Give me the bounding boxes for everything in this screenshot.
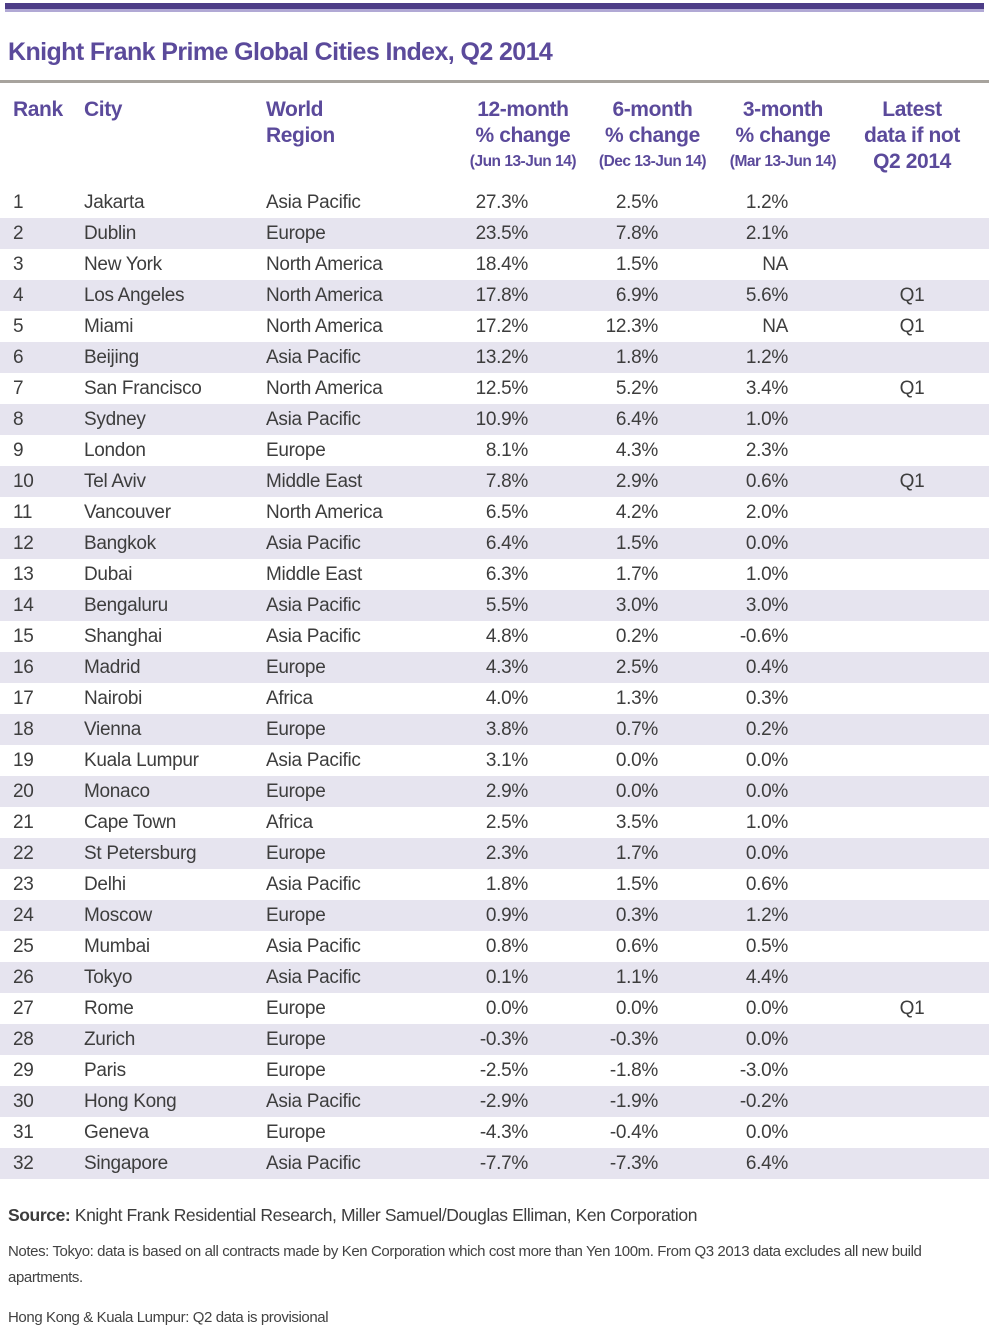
change-6-month-cell: 1.7% xyxy=(615,564,658,585)
title-divider xyxy=(0,80,989,83)
change-6-month-cell: 2.9% xyxy=(615,471,658,492)
city-cell: Rome xyxy=(84,998,134,1019)
latest-data-cell xyxy=(818,807,981,838)
change-6-month-cell: 5.2% xyxy=(615,378,658,399)
change-3-month-cell: 6.4% xyxy=(745,1153,788,1174)
change-12-month-cell: 4.8% xyxy=(485,626,528,647)
change-12-month-cell: 0.0% xyxy=(485,998,528,1019)
change-3-month-cell: 1.0% xyxy=(745,812,788,833)
header-6-month-line2: % change xyxy=(605,124,700,147)
change-3-month-cell: 0.0% xyxy=(745,533,788,554)
latest-data-cell xyxy=(818,342,981,373)
table-row xyxy=(0,869,989,900)
latest-data-cell xyxy=(818,1086,981,1117)
header-12-month-period: (Jun 13-Jun 14) xyxy=(469,153,576,170)
city-cell: Delhi xyxy=(84,874,126,895)
rank-cell: 26 xyxy=(13,967,34,988)
world-region-cell: North America xyxy=(266,316,383,337)
rank-cell: 15 xyxy=(13,626,34,647)
world-region-cell: North America xyxy=(266,378,383,399)
table-row xyxy=(0,962,989,993)
rank-cell: 9 xyxy=(13,440,24,461)
city-cell: Dubai xyxy=(84,564,133,585)
rank-cell: 6 xyxy=(13,347,24,368)
change-3-month-cell: 0.6% xyxy=(745,471,788,492)
rank-cell: 12 xyxy=(13,533,34,554)
world-region-cell: North America xyxy=(266,502,383,523)
change-3-month-cell: -3.0% xyxy=(739,1060,788,1081)
change-3-month-cell: 2.1% xyxy=(745,223,788,244)
rank-cell: 20 xyxy=(13,781,34,802)
change-3-month-cell: 1.2% xyxy=(745,347,788,368)
latest-data-cell: Q1 xyxy=(899,378,925,399)
change-3-month-cell: NA xyxy=(762,316,788,337)
change-6-month-cell: 2.5% xyxy=(615,657,658,678)
table-row xyxy=(0,900,989,931)
change-3-month-cell: 0.6% xyxy=(745,874,788,895)
city-cell: Cape Town xyxy=(84,812,177,833)
table-row xyxy=(0,435,989,466)
brand-top-bar xyxy=(5,3,984,12)
change-3-month-cell: 0.0% xyxy=(745,998,788,1019)
table-row xyxy=(0,745,989,776)
latest-data-cell xyxy=(818,559,981,590)
latest-data-cell: Q1 xyxy=(899,471,925,492)
city-cell: Dublin xyxy=(84,223,137,244)
table-row xyxy=(0,373,989,404)
world-region-cell: Europe xyxy=(266,657,326,678)
latest-data-cell xyxy=(818,497,981,528)
table-row xyxy=(0,218,989,249)
table-row xyxy=(0,652,989,683)
column-header-6-month xyxy=(558,97,706,175)
latest-data-cell xyxy=(818,621,981,652)
rank-cell: 23 xyxy=(13,874,34,895)
change-3-month-cell: 0.2% xyxy=(745,719,788,740)
rank-cell: 28 xyxy=(13,1029,34,1050)
change-6-month-cell: 3.0% xyxy=(615,595,658,616)
column-header-12-month xyxy=(432,97,576,175)
world-region-cell: Asia Pacific xyxy=(266,967,361,988)
change-3-month-cell: 1.0% xyxy=(745,409,788,430)
city-cell: Vancouver xyxy=(84,502,171,523)
column-header-world-region-text: World Region xyxy=(266,98,335,147)
table-row xyxy=(0,497,989,528)
change-3-month-cell: NA xyxy=(762,254,788,275)
table-row xyxy=(0,838,989,869)
city-cell: Los Angeles xyxy=(84,285,185,306)
change-6-month-cell: 0.0% xyxy=(615,750,658,771)
city-cell: Paris xyxy=(84,1060,126,1081)
city-cell: Mumbai xyxy=(84,936,150,957)
change-6-month-cell: 3.5% xyxy=(615,812,658,833)
change-12-month-cell: 10.9% xyxy=(475,409,528,430)
world-region-cell: Europe xyxy=(266,1122,326,1143)
world-region-cell: Asia Pacific xyxy=(266,874,361,895)
change-6-month-cell: 1.5% xyxy=(615,533,658,554)
change-6-month-cell: 2.5% xyxy=(615,192,658,213)
world-region-cell: North America xyxy=(266,285,383,306)
world-region-cell: Asia Pacific xyxy=(266,626,361,647)
change-12-month-cell: 2.5% xyxy=(485,812,528,833)
change-6-month-cell: 6.4% xyxy=(615,409,658,430)
rank-cell: 4 xyxy=(13,285,24,306)
latest-data-cell xyxy=(818,900,981,931)
change-6-month-cell: -1.9% xyxy=(609,1091,658,1112)
rank-cell: 32 xyxy=(13,1153,34,1174)
header-latest-line3: Q2 2014 xyxy=(873,150,951,173)
table-row xyxy=(0,993,989,1024)
rank-cell: 8 xyxy=(13,409,24,430)
change-3-month-cell: 4.4% xyxy=(745,967,788,988)
change-12-month-cell: 7.8% xyxy=(485,471,528,492)
page-title: Knight Frank Prime Global Cities Index, Q2 2014 xyxy=(8,38,553,66)
table-row xyxy=(0,466,989,497)
world-region-cell: Middle East xyxy=(266,471,362,492)
source-label: Source: xyxy=(8,1205,71,1225)
change-6-month-cell: 1.5% xyxy=(615,874,658,895)
change-3-month-cell: 1.2% xyxy=(745,192,788,213)
change-12-month-cell: 5.5% xyxy=(485,595,528,616)
city-cell: San Francisco xyxy=(84,378,202,399)
change-12-month-cell: 3.8% xyxy=(485,719,528,740)
change-3-month-cell: 1.2% xyxy=(745,905,788,926)
header-12-month-line1: 12-month xyxy=(477,98,569,121)
table-row xyxy=(0,187,989,218)
world-region-cell: Africa xyxy=(266,812,313,833)
table-row xyxy=(0,404,989,435)
world-region-cell: Europe xyxy=(266,998,326,1019)
table-row xyxy=(0,1148,989,1179)
rank-cell: 21 xyxy=(13,812,34,833)
change-3-month-cell: -0.2% xyxy=(739,1091,788,1112)
city-cell: Geneva xyxy=(84,1122,149,1143)
latest-data-cell xyxy=(818,931,981,962)
change-6-month-cell: 0.0% xyxy=(615,781,658,802)
table-row xyxy=(0,683,989,714)
city-cell: Hong Kong xyxy=(84,1091,177,1112)
latest-data-cell xyxy=(818,528,981,559)
latest-data-cell xyxy=(818,962,981,993)
change-6-month-cell: 1.7% xyxy=(615,843,658,864)
change-3-month-cell: 0.3% xyxy=(745,688,788,709)
world-region-cell: Asia Pacific xyxy=(266,1153,361,1174)
city-cell: Beijing xyxy=(84,347,139,368)
change-12-month-cell: 4.3% xyxy=(485,657,528,678)
rank-cell: 1 xyxy=(13,192,24,213)
table-row xyxy=(0,280,989,311)
latest-data-cell xyxy=(818,1055,981,1086)
change-6-month-cell: 0.0% xyxy=(615,998,658,1019)
change-6-month-cell: 4.2% xyxy=(615,502,658,523)
latest-data-cell xyxy=(818,838,981,869)
change-3-month-cell: 0.0% xyxy=(745,750,788,771)
change-6-month-cell: 1.5% xyxy=(615,254,658,275)
table-row xyxy=(0,249,989,280)
change-12-month-cell: 12.5% xyxy=(475,378,528,399)
world-region-cell: Asia Pacific xyxy=(266,409,361,430)
change-6-month-cell: 12.3% xyxy=(605,316,658,337)
notes-line-1: Notes: Tokyo: data is based on all contracts made by Ken Corporation which cost more than Yen 100m. From Q3 2013 data excludes all new build apartments. xyxy=(8,1243,922,1286)
source-text: Knight Frank Residential Research, Miller Samuel/Douglas Elliman, Ken Corporation xyxy=(70,1205,698,1225)
change-3-month-cell: 3.0% xyxy=(745,595,788,616)
world-region-cell: Europe xyxy=(266,1029,326,1050)
city-cell: Moscow xyxy=(84,905,152,926)
latest-data-cell xyxy=(818,435,981,466)
world-region-cell: Middle East xyxy=(266,564,362,585)
change-12-month-cell: 0.1% xyxy=(485,967,528,988)
latest-data-cell xyxy=(818,1024,981,1055)
change-12-month-cell: 13.2% xyxy=(475,347,528,368)
world-region-cell: Asia Pacific xyxy=(266,192,361,213)
change-6-month-cell: -0.4% xyxy=(609,1122,658,1143)
world-region-cell: Asia Pacific xyxy=(266,936,361,957)
change-6-month-cell: -1.8% xyxy=(609,1060,658,1081)
change-12-month-cell: 17.8% xyxy=(475,285,528,306)
change-6-month-cell: 0.6% xyxy=(615,936,658,957)
header-12-month-line2: % change xyxy=(475,124,571,147)
change-6-month-cell: 0.7% xyxy=(615,719,658,740)
city-cell: Madrid xyxy=(84,657,141,678)
change-3-month-cell: 0.5% xyxy=(745,936,788,957)
change-12-month-cell: 17.2% xyxy=(475,316,528,337)
table-row xyxy=(0,1024,989,1055)
table-row xyxy=(0,1086,989,1117)
city-cell: Kuala Lumpur xyxy=(84,750,199,771)
change-6-month-cell: 0.3% xyxy=(615,905,658,926)
rank-cell: 14 xyxy=(13,595,34,616)
change-3-month-cell: 0.4% xyxy=(745,657,788,678)
column-header-world-region xyxy=(266,97,432,175)
world-region-cell: Asia Pacific xyxy=(266,533,361,554)
change-12-month-cell: 6.3% xyxy=(485,564,528,585)
city-cell: Nairobi xyxy=(84,688,143,709)
header-3-month-period: (Mar 13-Jun 14) xyxy=(729,153,836,170)
rank-cell: 13 xyxy=(13,564,34,585)
change-6-month-cell: -0.3% xyxy=(609,1029,658,1050)
table-body xyxy=(0,187,989,1179)
notes-line-2: Hong Kong & Kuala Lumpur: Q2 data is provisional xyxy=(8,1309,329,1326)
change-3-month-cell: 5.6% xyxy=(745,285,788,306)
table-row xyxy=(0,807,989,838)
change-6-month-cell: -7.3% xyxy=(609,1153,658,1174)
world-region-cell: Asia Pacific xyxy=(266,595,361,616)
change-12-month-cell: -2.5% xyxy=(479,1060,528,1081)
change-6-month-cell: 6.9% xyxy=(615,285,658,306)
change-6-month-cell: 1.1% xyxy=(615,967,658,988)
latest-data-cell: Q1 xyxy=(899,285,925,306)
table-row xyxy=(0,342,989,373)
city-cell: Monaco xyxy=(84,781,150,802)
source-line xyxy=(8,1205,981,1226)
change-3-month-cell: 2.0% xyxy=(745,502,788,523)
header-latest-line2: data if not xyxy=(864,124,960,147)
city-cell: Tel Aviv xyxy=(84,471,146,492)
header-3-month-line2: % change xyxy=(735,124,831,147)
latest-data-cell xyxy=(818,776,981,807)
rank-cell: 27 xyxy=(13,998,34,1019)
latest-data-cell xyxy=(818,745,981,776)
change-12-month-cell: 1.8% xyxy=(485,874,528,895)
table-row xyxy=(0,621,989,652)
city-cell: Miami xyxy=(84,316,134,337)
change-12-month-cell: 6.4% xyxy=(485,533,528,554)
world-region-cell: Europe xyxy=(266,440,326,461)
rank-cell: 18 xyxy=(13,719,34,740)
latest-data-cell xyxy=(818,683,981,714)
change-12-month-cell: 27.3% xyxy=(475,192,528,213)
rank-cell: 16 xyxy=(13,657,34,678)
change-12-month-cell: -4.3% xyxy=(479,1122,528,1143)
table-row xyxy=(0,590,989,621)
rank-cell: 3 xyxy=(13,254,24,275)
change-12-month-cell: -7.7% xyxy=(479,1153,528,1174)
city-cell: Jakarta xyxy=(84,192,145,213)
change-6-month-cell: 1.8% xyxy=(615,347,658,368)
change-6-month-cell: 1.3% xyxy=(615,688,658,709)
world-region-cell: Europe xyxy=(266,781,326,802)
rank-cell: 5 xyxy=(13,316,24,337)
column-header-city: City xyxy=(84,98,123,121)
rank-cell: 25 xyxy=(13,936,34,957)
rank-cell: 24 xyxy=(13,905,34,926)
world-region-cell: Europe xyxy=(266,905,326,926)
latest-data-cell: Q1 xyxy=(899,316,925,337)
column-header-3-month xyxy=(688,97,836,175)
city-cell: Bangkok xyxy=(84,533,156,554)
table-row xyxy=(0,528,989,559)
rank-cell: 30 xyxy=(13,1091,34,1112)
rank-cell: 2 xyxy=(13,223,24,244)
change-12-month-cell: -0.3% xyxy=(479,1029,528,1050)
change-12-month-cell: 6.5% xyxy=(485,502,528,523)
rank-cell: 19 xyxy=(13,750,34,771)
change-3-month-cell: 0.0% xyxy=(745,781,788,802)
table-row xyxy=(0,931,989,962)
world-region-cell: Europe xyxy=(266,719,326,740)
latest-data-cell xyxy=(818,218,981,249)
rank-cell: 22 xyxy=(13,843,34,864)
change-12-month-cell: 23.5% xyxy=(475,223,528,244)
city-cell: Sydney xyxy=(84,409,146,430)
city-cell: Zurich xyxy=(84,1029,135,1050)
city-cell: St Petersburg xyxy=(84,843,197,864)
change-12-month-cell: -2.9% xyxy=(479,1091,528,1112)
city-cell: Tokyo xyxy=(84,967,133,988)
latest-data-cell xyxy=(818,187,981,218)
latest-data-cell: Q1 xyxy=(899,998,925,1019)
rank-cell: 17 xyxy=(13,688,34,709)
world-region-cell: North America xyxy=(266,254,383,275)
rank-cell: 29 xyxy=(13,1060,34,1081)
table-row xyxy=(0,559,989,590)
latest-data-cell xyxy=(818,714,981,745)
table-row xyxy=(0,1117,989,1148)
latest-data-cell xyxy=(818,652,981,683)
table-row xyxy=(0,1055,989,1086)
column-header-latest-data xyxy=(818,97,981,175)
change-3-month-cell: 0.0% xyxy=(745,843,788,864)
change-12-month-cell: 2.3% xyxy=(485,843,528,864)
world-region-cell: Africa xyxy=(266,688,313,709)
change-3-month-cell: 2.3% xyxy=(745,440,788,461)
column-header-rank: Rank xyxy=(13,98,63,121)
city-cell: New York xyxy=(84,254,162,275)
rank-cell: 11 xyxy=(13,502,33,523)
change-12-month-cell: 4.0% xyxy=(485,688,528,709)
change-3-month-cell: -0.6% xyxy=(739,626,788,647)
change-12-month-cell: 0.8% xyxy=(485,936,528,957)
change-3-month-cell: 0.0% xyxy=(745,1029,788,1050)
world-region-cell: Asia Pacific xyxy=(266,347,361,368)
change-3-month-cell: 0.0% xyxy=(745,1122,788,1143)
change-12-month-cell: 3.1% xyxy=(485,750,528,771)
change-12-month-cell: 8.1% xyxy=(485,440,528,461)
city-cell: Bengaluru xyxy=(84,595,168,616)
change-12-month-cell: 18.4% xyxy=(475,254,528,275)
change-12-month-cell: 0.9% xyxy=(485,905,528,926)
table-row xyxy=(0,311,989,342)
change-12-month-cell: 2.9% xyxy=(485,781,528,802)
world-region-cell: Europe xyxy=(266,1060,326,1081)
rank-cell: 7 xyxy=(13,378,24,399)
city-cell: London xyxy=(84,440,146,461)
header-6-month-period: (Dec 13-Jun 14) xyxy=(598,153,706,170)
city-cell: Shanghai xyxy=(84,626,162,647)
world-region-cell: Asia Pacific xyxy=(266,750,361,771)
table-header-row xyxy=(0,97,989,187)
latest-data-cell xyxy=(818,249,981,280)
change-3-month-cell: 3.4% xyxy=(745,378,788,399)
table-row xyxy=(0,714,989,745)
header-6-month-line1: 6-month xyxy=(612,98,693,121)
change-6-month-cell: 7.8% xyxy=(615,223,658,244)
latest-data-cell xyxy=(818,590,981,621)
latest-data-cell xyxy=(818,1148,981,1179)
latest-data-cell xyxy=(818,869,981,900)
change-6-month-cell: 0.2% xyxy=(615,626,658,647)
city-cell: Vienna xyxy=(84,719,142,740)
table-row xyxy=(0,776,989,807)
rank-cell: 31 xyxy=(13,1122,34,1143)
header-latest-line1: Latest xyxy=(882,98,942,121)
world-region-cell: Asia Pacific xyxy=(266,1091,361,1112)
change-6-month-cell: 4.3% xyxy=(615,440,658,461)
latest-data-cell xyxy=(818,1117,981,1148)
rank-cell: 10 xyxy=(13,471,34,492)
header-3-month-line1: 3-month xyxy=(742,98,823,121)
latest-data-cell xyxy=(818,404,981,435)
city-cell: Singapore xyxy=(84,1153,168,1174)
change-3-month-cell: 1.0% xyxy=(745,564,788,585)
world-region-cell: Europe xyxy=(266,223,326,244)
world-region-cell: Europe xyxy=(266,843,326,864)
